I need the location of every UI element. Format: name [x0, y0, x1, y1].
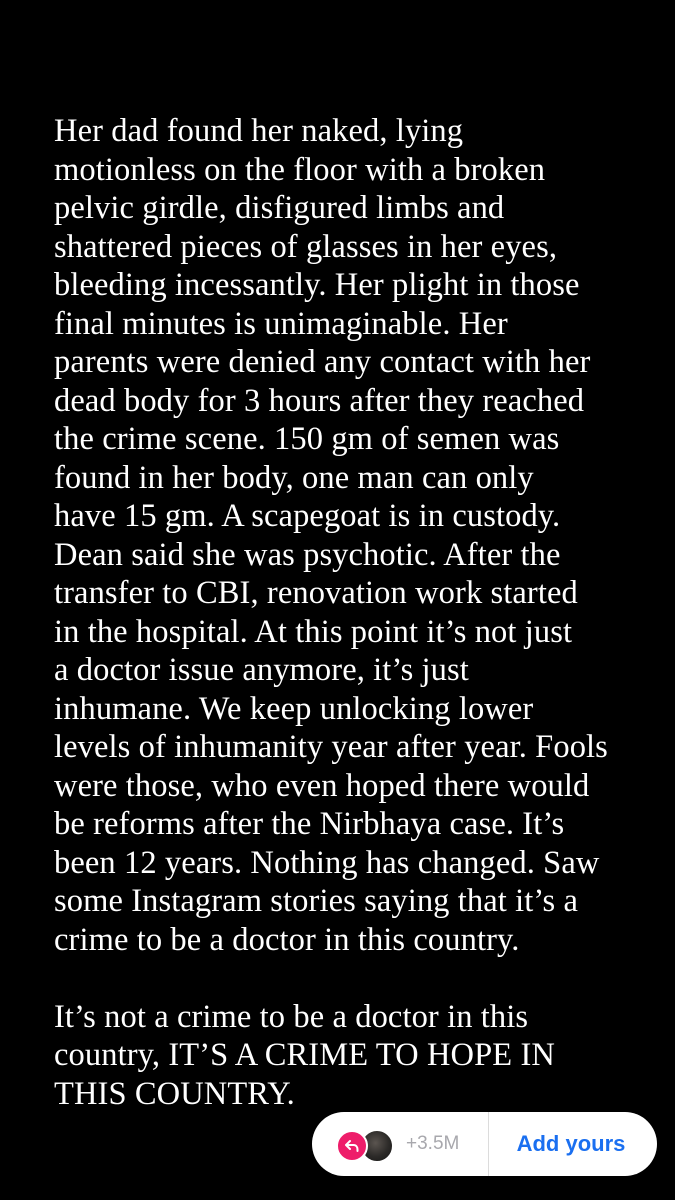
participant-count: +3.5M: [406, 1133, 460, 1154]
reply-arrow-icon: [336, 1130, 368, 1162]
participants-stack: [336, 1127, 396, 1161]
story-paragraph-1: Her dad found her naked, lying motionless on the floor with a broken pelvic girdle, disfigured limbs and shattered pieces of glasses in her eyes, bleeding incessantly. Her plight in those final minutes is unimaginable. Her parents were denied any contact with her dead body for 3 hours after they reached the crime scene. 150 gm of semen was found in her body, one man can only have 15 gm. A scapegoat is in custody. Dean said she was psychotic. After the transfer to CBI, renovation work started in the hospital. At this point it’s not just a doctor issue anymore, it’s just inhumane. We keep unlocking lower levels of inhumanity year after year. Fools were those, who even hoped there would be reforms after the Nirbhaya case. It’s been 12 years. Nothing has changed. Saw some Instagram stories saying that it’s a crime to be a doctor in this country.: [54, 113, 608, 958]
story-text: [54, 112, 644, 1113]
add-yours-button[interactable]: Add yours: [516, 1131, 626, 1156]
story-paragraph-2: It’s not a crime to be a doctor in this country, IT’S A CRIME TO HOPE IN THIS COUNTRY.: [54, 998, 555, 1112]
add-yours-sticker[interactable]: [312, 1112, 657, 1176]
